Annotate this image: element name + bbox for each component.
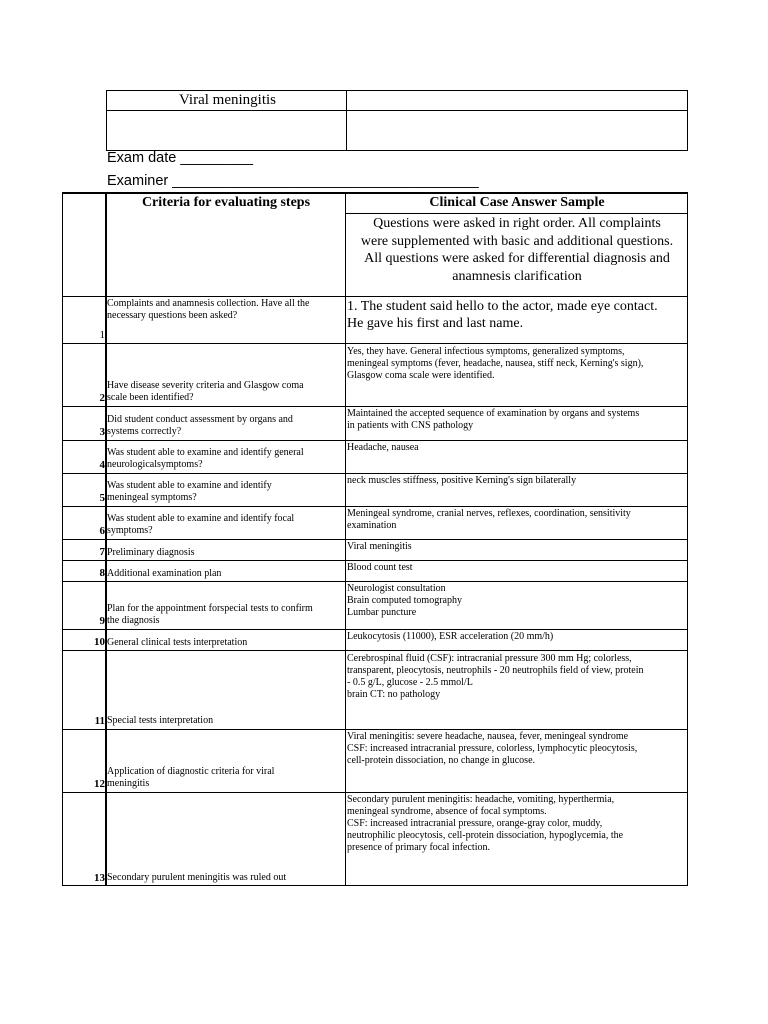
answer-cell: 1. The student said hello to the actor, made eye contact. He gave his first and last name. [347, 299, 658, 331]
answer-cell: Leukocytosis (11000), ESR acceleration (20 mm/h) [347, 631, 554, 642]
criteria-cell: Was student able to examine and identify meningeal symptoms? [107, 480, 272, 503]
evaluation-table [62, 192, 688, 886]
row-number: 7 [99, 546, 105, 558]
row-number: 5 [99, 492, 105, 504]
row-divider [62, 473, 688, 474]
criteria-cell: Additional examination plan [107, 568, 222, 579]
answer-cell: Meningeal syndrome, cranial nerves, reflexes, coordination, sensitivity examination [347, 508, 631, 531]
row-divider [62, 581, 688, 582]
criteria-cell: Have disease severity criteria and Glasgow coma scale been identified? [107, 380, 304, 403]
title-table-divider [346, 91, 347, 150]
answer-cell: Neurologist consultation Brain computed tomography Lumbar puncture [347, 583, 462, 618]
row-number: 2 [99, 392, 105, 404]
answer-cell: neck muscles stiffness, positive Kerning's sign bilaterally [347, 475, 577, 486]
answer-cell: Viral meningitis [347, 541, 412, 552]
header-criteria: Criteria for evaluating steps [141, 195, 311, 210]
criteria-cell: Did student conduct assessment by organs and systems correctly? [107, 414, 293, 437]
title-table [106, 90, 688, 151]
header-answer-description: Questions were asked in right order. All complaints were supplemented with basic and additional questions. All questions were asked for differential diagnosis and anamnesis clarification [360, 216, 674, 284]
row-number: 12 [94, 778, 105, 790]
answer-cell: Cerebrospinal fluid (CSF): intracranial pressure 300 mm Hg; colorless, transparent, pleocytosis, neutrophils - 20 neutrophils field of view, protein - 0.5 g/L, glucose - 2.5 mmol/L brain CT: no pathology [347, 653, 644, 700]
row-divider [62, 406, 688, 407]
row-number: 11 [94, 715, 105, 727]
row-divider [62, 440, 688, 441]
row-number: 1 [99, 329, 105, 341]
row-divider [62, 650, 688, 651]
row-divider [62, 296, 688, 297]
row-divider [62, 629, 688, 630]
header-answer: Clinical Case Answer Sample [429, 195, 605, 210]
criteria-cell: Preliminary diagnosis [107, 547, 195, 558]
row-divider [62, 792, 688, 793]
answer-cell: Yes, they have. General infectious symptoms, generalized symptoms, meningeal symptoms (fever, headache, nausea, stiff neck, Kerning's sign), Glasgow coma scale were identified. [347, 346, 644, 381]
answer-cell: Maintained the accepted sequence of examination by organs and systems in patients with CNS pathology [347, 408, 640, 431]
table-top-border [62, 192, 688, 194]
row-number: 10 [94, 636, 105, 648]
answer-cell: Blood count test [347, 562, 413, 573]
criteria-cell: Secondary purulent meningitis was ruled out [107, 872, 287, 883]
criteria-cell: Was student able to examine and identify focal symptoms? [107, 513, 295, 536]
row-number: 3 [99, 426, 105, 438]
row-divider [62, 506, 688, 507]
header-sub-divider [345, 213, 688, 214]
row-divider [62, 539, 688, 540]
row-divider [62, 560, 688, 561]
criteria-cell: Special tests interpretation [107, 715, 214, 726]
answer-cell: Headache, nausea [347, 442, 419, 453]
criteria-cell: Plan for the appointment forspecial tests to confirm the diagnosis [107, 603, 313, 626]
criteria-cell: General clinical tests interpretation [107, 637, 248, 648]
row-number: 8 [99, 567, 105, 579]
criteria-cell: Application of diagnostic criteria for viral meningitis [107, 766, 275, 789]
row-number: 6 [99, 525, 105, 537]
row-number: 4 [99, 459, 105, 471]
row-number: 13 [94, 872, 105, 884]
answer-cell: Secondary purulent meningitis: headache, vomiting, hyperthermia, meningeal syndrome, absence of focal symptoms. CSF: increased intracranial pressure, orange-gray color, muddy, neutrophilic pleocytosis, cell-protein dissociation, hypoglycemia, the presence of primary focal infection. [347, 794, 624, 853]
answer-cell: Viral meningitis: severe headache, nausea, fever, meningeal syndrome CSF: increased intracranial pressure, colorless, lymphocytic pleocytosis, cell-protein dissociation, no change in glucose. [347, 731, 638, 766]
criteria-cell: Complaints and anamnesis collection. Have all the necessary questions been asked? [107, 298, 310, 321]
row-number: 9 [99, 615, 105, 627]
criteria-cell: Was student able to examine and identify general neurologicalsymptoms? [107, 447, 304, 470]
exam-date-line: Exam date _________ [107, 150, 253, 166]
row-divider [62, 343, 688, 344]
examiner-line: Examiner ______________________________________ [107, 173, 479, 189]
title-table-row-divider [107, 110, 687, 111]
document-title: Viral meningitis [179, 92, 277, 108]
row-divider [62, 729, 688, 730]
